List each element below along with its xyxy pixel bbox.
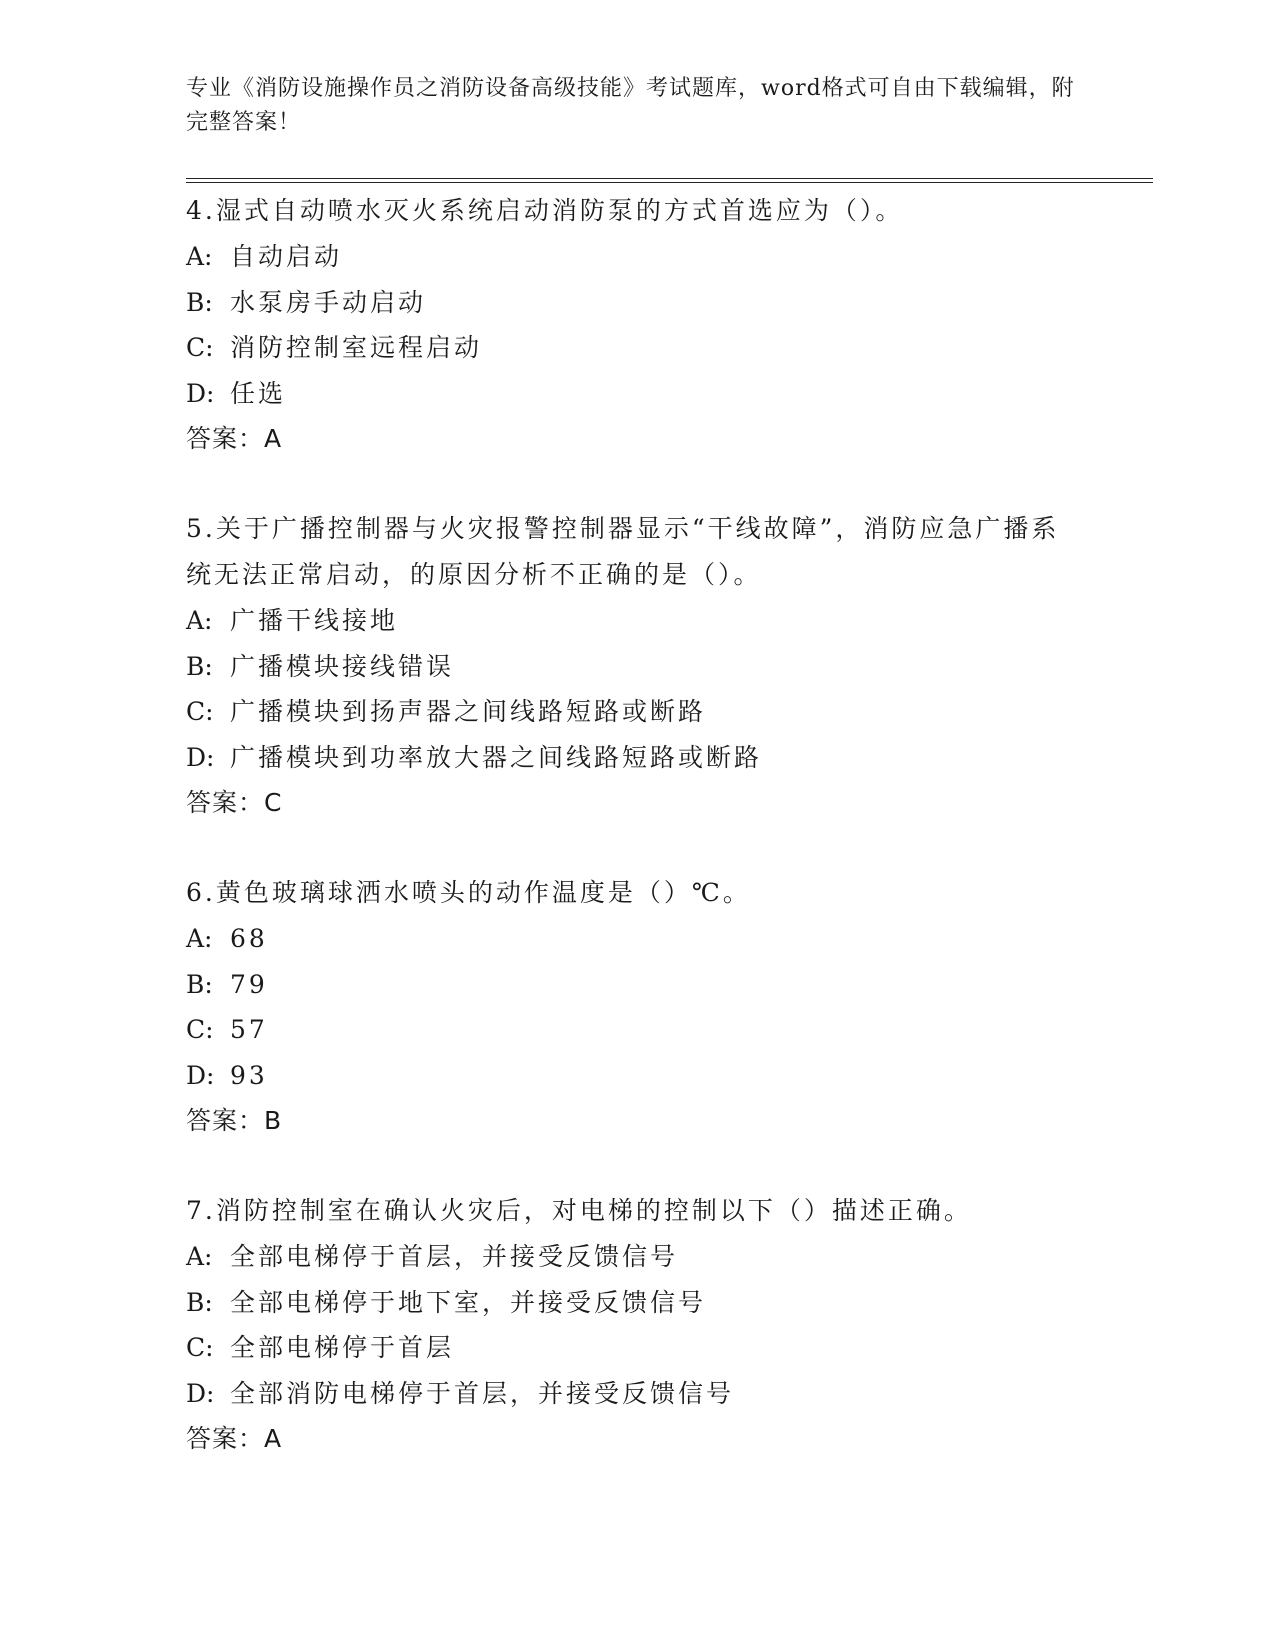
option-text: 水泵房手动启动 bbox=[230, 287, 427, 317]
option-letter: B: bbox=[186, 651, 213, 681]
option-text: 任选 bbox=[230, 378, 287, 408]
option-d bbox=[186, 1371, 1086, 1417]
option-c bbox=[186, 325, 1086, 371]
option-letter: D: bbox=[186, 1378, 215, 1408]
option-a bbox=[186, 234, 1086, 280]
option-letter: C: bbox=[186, 333, 214, 362]
option-a bbox=[186, 598, 1086, 644]
option-letter: B: bbox=[186, 969, 213, 999]
option-d bbox=[186, 1053, 1086, 1099]
option-d bbox=[186, 735, 1086, 781]
option-letter: A: bbox=[186, 1242, 213, 1271]
option-text: 广播模块到扬声器之间线路短路或断路 bbox=[230, 697, 707, 726]
question-7 bbox=[186, 1188, 1086, 1462]
option-text: 79 bbox=[230, 969, 268, 999]
question-stem: 5.关于广播控制器与火灾报警控制器显示“干线故障”，消防应急广播系统无法正常启动，的原因分析不正确的是（）。 bbox=[186, 514, 1060, 589]
option-letter: D: bbox=[186, 378, 215, 408]
option-letter: C: bbox=[186, 1015, 214, 1044]
option-c bbox=[186, 1325, 1086, 1371]
option-c bbox=[186, 1007, 1086, 1053]
option-text: 广播模块到功率放大器之间线路短路或断路 bbox=[230, 742, 763, 772]
intro-text: 专业《消防设施操作员之消防设备高级技能》考试题库，word格式可自由下载编辑，附完整答案！ bbox=[186, 76, 1075, 135]
option-text: 广播模块接线错误 bbox=[230, 651, 455, 681]
option-letter: B: bbox=[186, 1287, 213, 1317]
option-a bbox=[186, 1234, 1086, 1280]
question-5 bbox=[186, 506, 1086, 826]
option-letter: C: bbox=[186, 1333, 214, 1362]
question-6 bbox=[186, 870, 1086, 1144]
option-text: 自动启动 bbox=[230, 242, 343, 271]
option-c bbox=[186, 689, 1086, 735]
option-d bbox=[186, 371, 1086, 417]
document-intro bbox=[186, 72, 1086, 140]
option-text: 93 bbox=[230, 1060, 268, 1090]
option-a bbox=[186, 916, 1086, 962]
option-text: 68 bbox=[230, 924, 268, 953]
question-stem: 7.消防控制室在确认火灾后，对电梯的控制以下（）描述正确。 bbox=[186, 1196, 972, 1225]
option-b bbox=[186, 1280, 1086, 1326]
question-list bbox=[186, 188, 1086, 1506]
answer-line: 答案：A bbox=[186, 1424, 283, 1453]
question-4 bbox=[186, 188, 1086, 462]
option-letter: A: bbox=[186, 242, 213, 271]
option-text: 全部电梯停于首层 bbox=[230, 1333, 455, 1362]
header-divider-top bbox=[186, 178, 1153, 179]
option-b bbox=[186, 962, 1086, 1008]
option-letter: C: bbox=[186, 697, 214, 726]
option-text: 全部电梯停于地下室，并接受反馈信号 bbox=[230, 1287, 707, 1317]
option-text: 广播干线接地 bbox=[230, 606, 399, 635]
option-text: 全部消防电梯停于首层，并接受反馈信号 bbox=[230, 1378, 735, 1408]
option-text: 消防控制室远程启动 bbox=[230, 333, 483, 362]
option-letter: D: bbox=[186, 742, 215, 772]
answer-line: 答案：B bbox=[186, 1106, 283, 1135]
answer-line: 答案：C bbox=[186, 788, 283, 817]
option-letter: A: bbox=[186, 924, 213, 953]
question-stem: 6.黄色玻璃球洒水喷头的动作温度是（）℃。 bbox=[186, 878, 751, 907]
option-b bbox=[186, 280, 1086, 326]
option-letter: A: bbox=[186, 606, 213, 635]
option-text: 全部电梯停于首层，并接受反馈信号 bbox=[230, 1242, 679, 1271]
option-letter: B: bbox=[186, 287, 213, 317]
option-letter: D: bbox=[186, 1060, 215, 1090]
question-stem: 4.湿式自动喷水灭火系统启动消防泵的方式首选应为（）。 bbox=[186, 196, 904, 225]
option-b bbox=[186, 644, 1086, 690]
header-divider-bottom bbox=[186, 182, 1153, 183]
answer-line: 答案：A bbox=[186, 424, 283, 453]
option-text: 57 bbox=[230, 1015, 268, 1044]
